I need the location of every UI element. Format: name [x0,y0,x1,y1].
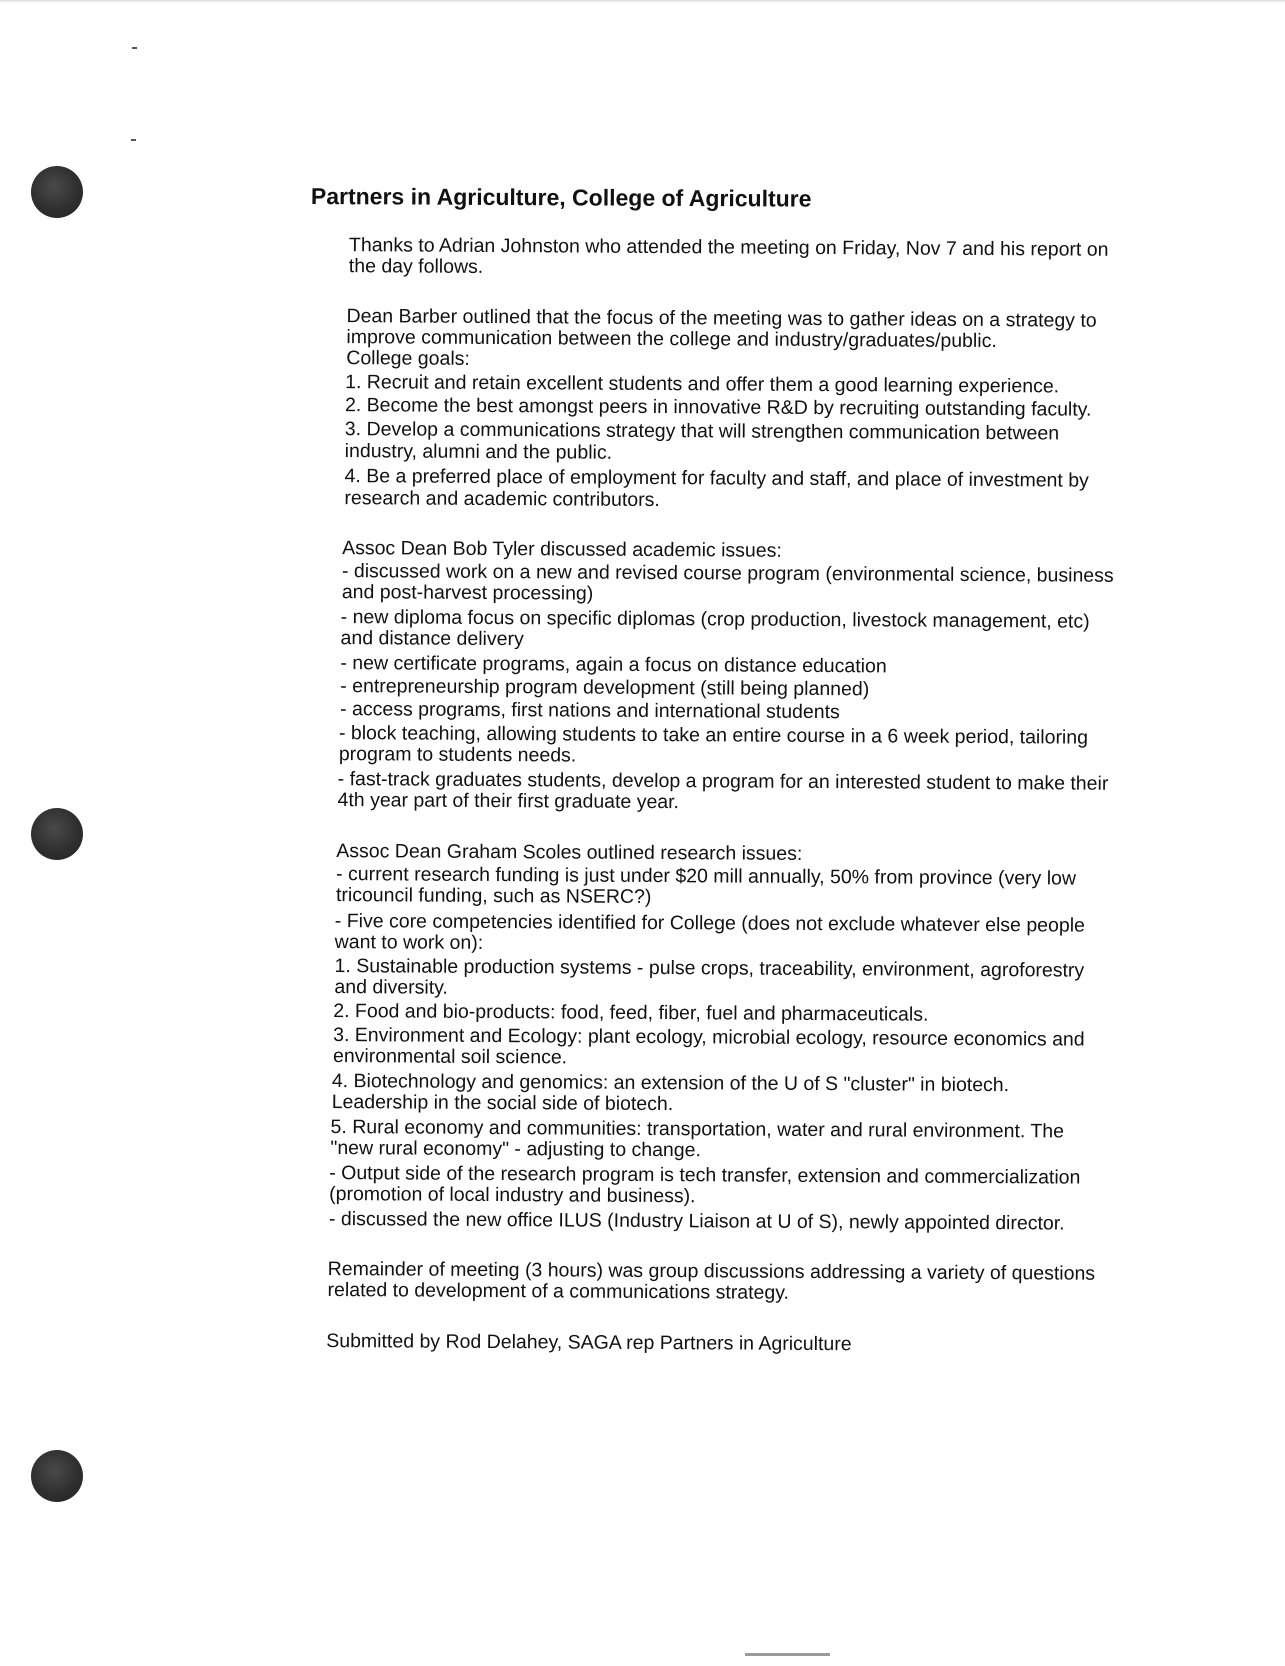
dean-section-line: College goals: [346,347,470,370]
academic-section-line: - new diploma focus on specific diplomas (crop production, livestock management, etc) [340,606,1090,633]
research-section-line: 1. Sustainable production systems - pulse crops, traceability, environment, agroforestry [334,955,1085,982]
academic-section-line: Assoc Dean Bob Tyler discussed academic issues: [342,537,782,562]
research-section-line: 5. Rural economy and communities: transportation, water and rural environment. The [330,1116,1065,1143]
intro-line: the day follows. [348,255,484,278]
dean-section-line: industry, alumni and the public. [344,440,613,464]
research-section-line: "new rural economy" - adjusting to change. [330,1137,701,1162]
academic-section-line: - new certificate programs, again a focus on distance education [340,652,887,678]
dean-section-line: 3. Develop a communications strategy that will strengthen communication between [344,418,1060,445]
research-section-line: - current research funding is just under $20 mill annually, 50% from province (very low [336,863,1077,890]
academic-section-line: - entrepreneurship program development (still being planned) [340,675,870,701]
academic-section-line: - fast-track graduates students, develop a program for an interested student to make their [337,768,1109,795]
academic-section-line: 4th year part of their first graduate year. [337,789,680,814]
closing-line: Remainder of meeting (3 hours) was group discussions addressing a variety of questions [327,1258,1096,1285]
research-section-line: (promotion of local industry and business). [329,1183,696,1208]
closing-line: related to development of a communications strategy. [327,1279,790,1304]
research-section-line: Leadership in the social side of biotech. [331,1091,674,1116]
dean-section-line: 2. Become the best amongst peers in innovative R&D by recruiting outstanding faculty. [344,394,1092,421]
dean-section-line: research and academic contributors. [344,487,660,512]
dean-section-line: Dean Barber outlined that the focus of the meeting was to gather ideas on a strategy to [346,305,1097,332]
research-section-line: 2. Food and bio-products: food, feed, fiber, fuel and pharmaceuticals. [333,1000,929,1026]
academic-section-line: - access programs, first nations and international students [340,698,840,724]
research-section-line: - Output side of the research program is tech transfer, extension and commercialization [329,1162,1081,1189]
research-section-line: and diversity. [334,976,448,999]
research-section-line: 4. Biotechnology and genomics: an extension of the U of S "cluster" in biotech. [331,1070,1010,1097]
academic-section-line: - discussed work on a new and revised course program (environmental science, business [341,560,1114,587]
page-bottom-mark [745,1653,830,1656]
intro-line: Thanks to Adrian Johnston who attended the meeting on Friday, Nov 7 and his report on [348,234,1109,261]
signature-line: Submitted by Rod Delahey, SAGA rep Partners in Agriculture [326,1329,852,1356]
page-title: Partners in Agriculture, College of Agriculture [310,183,812,212]
research-section-line: 3. Environment and Ecology: plant ecology, microbial ecology, resource economics and [333,1024,1085,1051]
research-section-line: want to work on): [334,931,484,954]
academic-section-line: program to students needs. [338,743,577,767]
academic-section-line: and distance delivery [340,627,524,651]
research-section-line: Assoc Dean Graham Scoles outlined research issues: [336,840,803,865]
research-section-line: - discussed the new office ILUS (Industry Liaison at U of S), newly appointed director. [328,1208,1065,1235]
dean-section-line: 4. Be a preferred place of employment for faculty and staff, and place of investment by [344,465,1089,492]
dean-section-line: 1. Recruit and retain excellent students and offer them a good learning experience. [345,371,1060,398]
research-section-line: tricouncil funding, such as NSERC?) [335,884,652,908]
academic-section-line: and post-harvest processing) [341,581,594,605]
academic-section-line: - block teaching, allowing students to take an entire course in a 6 week period, tailoring [338,722,1089,749]
research-section-line: - Five core competencies identified for College (does not exclude whatever else people [334,910,1085,937]
research-section-line: environmental soil science. [332,1045,568,1069]
dean-section-line: improve communication between the college and industry/graduates/public. [346,326,997,353]
